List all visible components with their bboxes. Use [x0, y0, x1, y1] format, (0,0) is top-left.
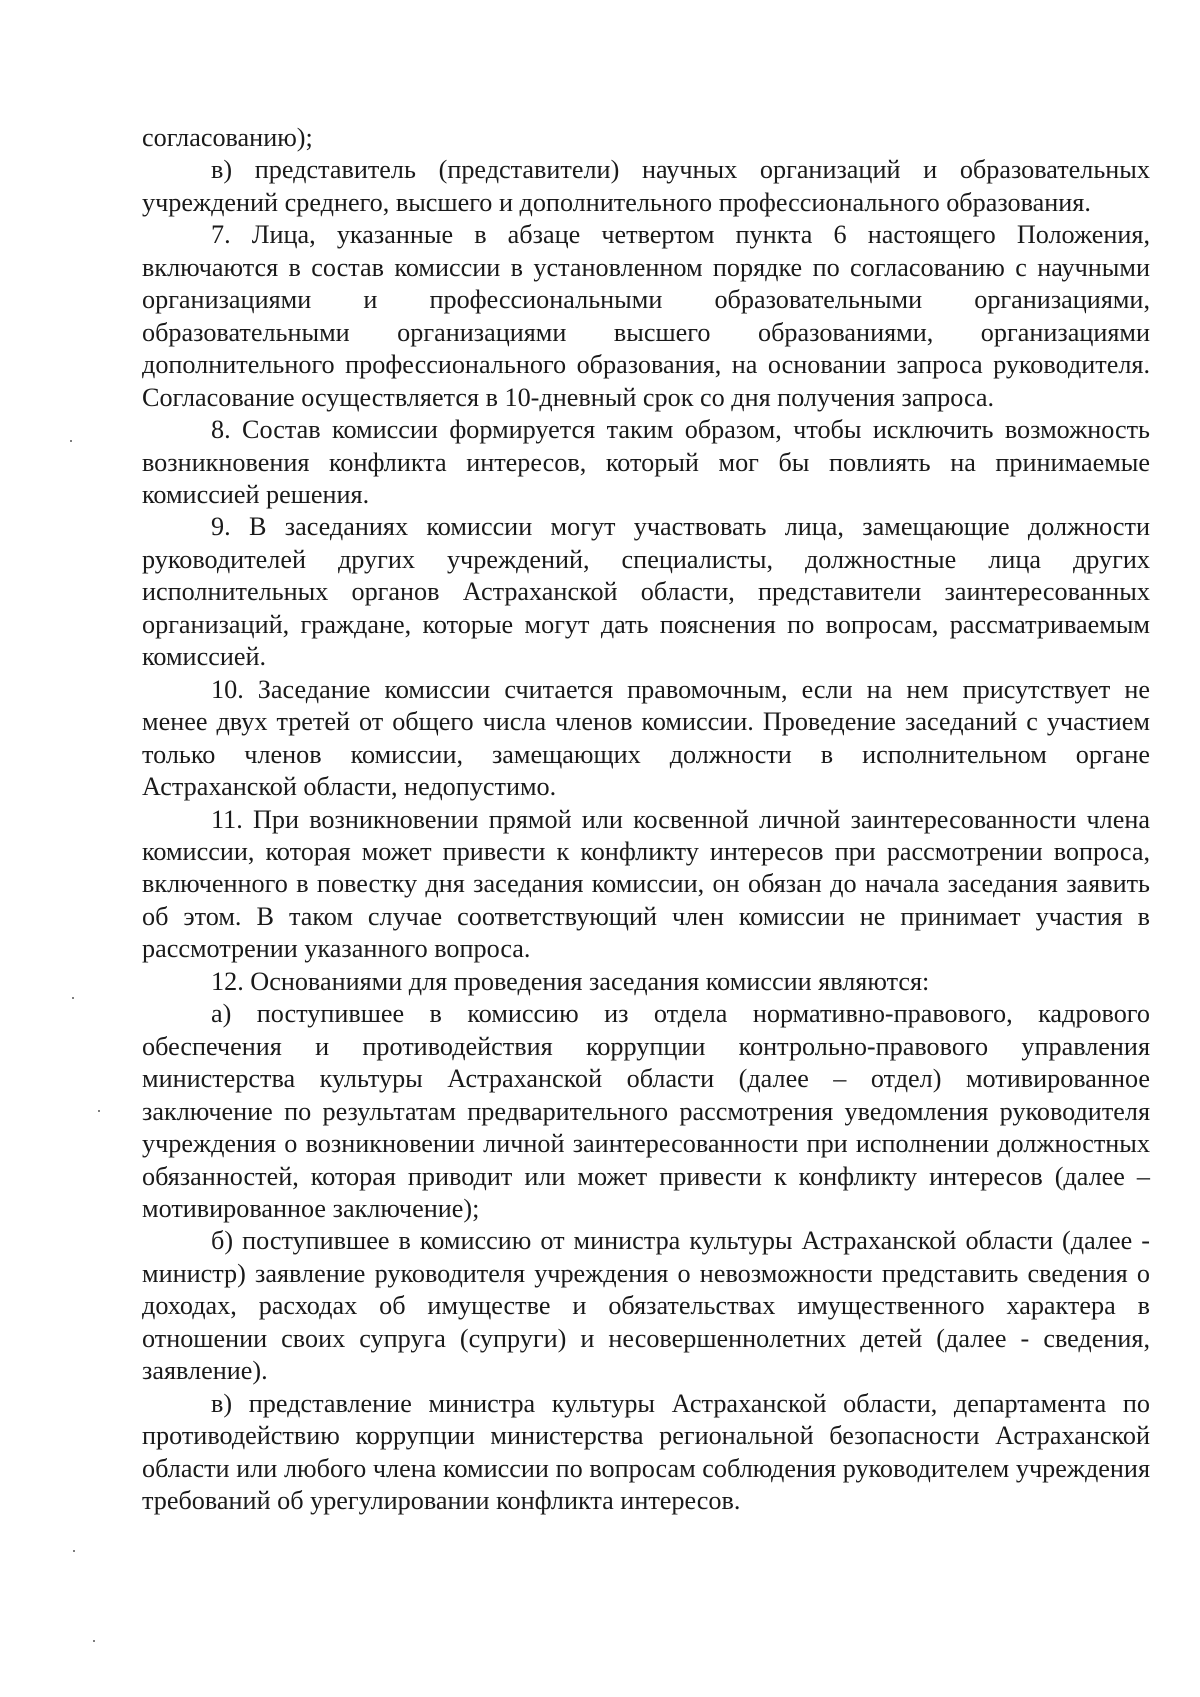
scan-speck [70, 440, 72, 442]
paragraph-continuation: согласованию); [142, 123, 313, 152]
paragraph-12-b: б) поступившее в комиссию от министра культуры Астраханской области (далее - министр) заявление руководителя учреждения о невозможности представить сведения о доходах, расходах об имуществе и обязательствах имущественного характера в отношении своих супруга (супруги) и несовершеннолетних детей (далее - сведения, заявление). [142, 1226, 1150, 1386]
paragraph-12: 12. Основаниями для проведения заседания комиссии являются: [211, 966, 930, 996]
paragraph-8: 8. Состав комиссии формируется таким образом, чтобы исключить возможность возникновения конфликта интересов, который мог бы повлиять на принимаемые комиссией решения. [142, 415, 1150, 509]
paragraph-11: 11. При возникновении прямой или косвенной личной заинтересованности члена комиссии, которая может привести к конфликту интересов при рассмотрении вопроса, включенного в повестку дня заседания комиссии, он обязан до начала заседания заявить об этом. В таком случае соответствующий член комиссии не принимает участия в рассмотрении указанного вопроса. [142, 804, 1150, 964]
scan-speck [93, 1640, 95, 1642]
scan-speck [98, 1110, 100, 1112]
paragraph-item-v-representatives: в) представитель (представители) научных организаций и образовательных учреждений среднего, высшего и дополнительного профессионального образования. [142, 155, 1150, 217]
paragraph-9: 9. В заседаниях комиссии могут участвовать лица, замещающие должности руководителей других учреждений, специалисты, должностные лица других исполнительных органов Астраханской области, представители заинтересованных организаций, граждане, которые могут дать пояснения по вопросам, рассматриваемым комиссией. [142, 512, 1150, 672]
paragraph-12-a: а) поступившее в комиссию из отдела нормативно-правового, кадрового обеспечения и противодействия коррупции контрольно-правового управления министерства культуры Астраханской области (далее – отдел) мотивированное заключение по результатам предварительного рассмотрения уведомления руководителя учреждения о возникновении личной заинтересованности при исполнении должностных обязанностей, которая приводит или может привести к конфликту интересов (далее – мотивированное заключение); [142, 999, 1150, 1223]
paragraph-7: 7. Лица, указанные в абзаце четвертом пункта 6 настоящего Положения, включаются в состав комиссии в установленном порядке по согласованию с научными организациями и профессиональными образовательными организациями, образовательными организациями высшего образованиями, организациями дополнительного профессионального образования, на основании запроса руководителя. Согласование осуществляется в 10-дневный срок со дня получения запроса. [142, 220, 1150, 412]
scan-speck [73, 1550, 75, 1552]
scan-speck [72, 997, 74, 999]
document-body [142, 122, 1150, 1517]
paragraph-10: 10. Заседание комиссии считается правомочным, если на нем присутствует не менее двух третей от общего числа членов комиссии. Проведение заседаний с участием только членов комиссии, замещающих должности в исполнительном органе Астраханской области, недопустимо. [142, 674, 1150, 802]
paragraph-12-v: в) представление министра культуры Астраханской области, департамента по противодействию коррупции министерства региональной безопасности Астраханской области или любого члена комиссии по вопросам соблюдения руководителем учреждения требований об урегулировании конфликта интересов. [142, 1388, 1150, 1516]
